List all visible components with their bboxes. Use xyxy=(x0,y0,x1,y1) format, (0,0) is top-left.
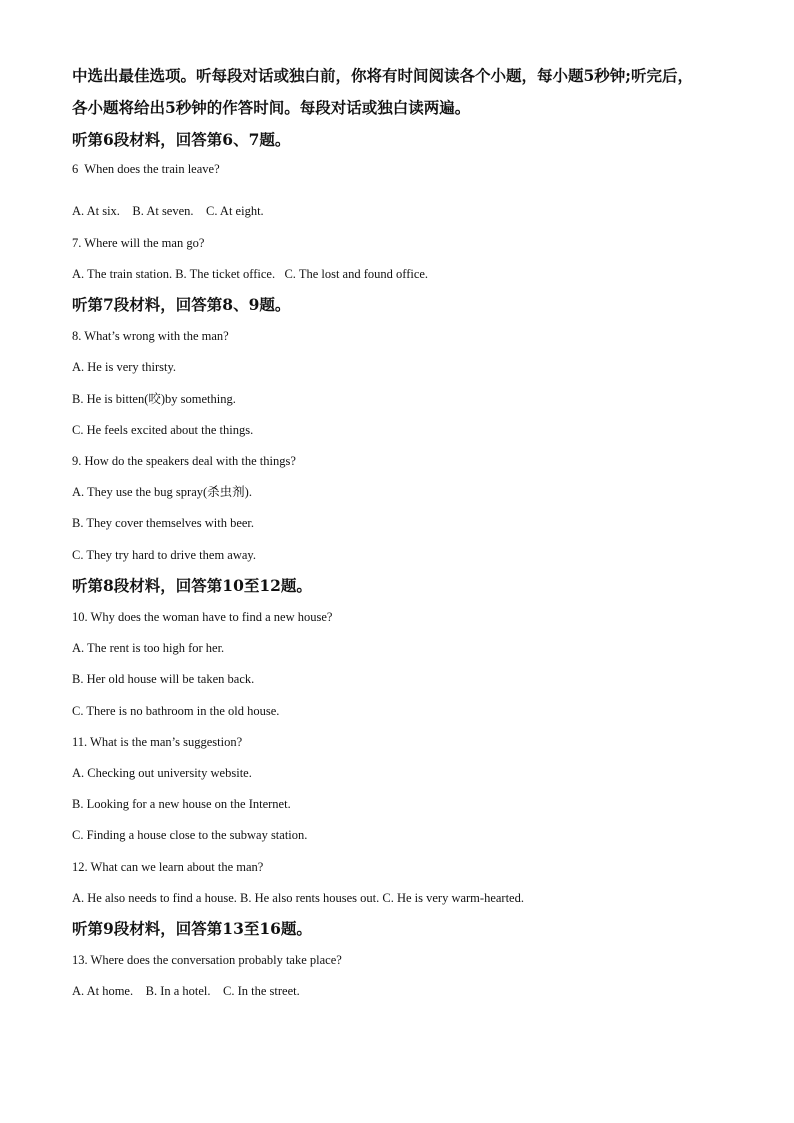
question-9: 9. How do the speakers deal with the things? xyxy=(72,454,296,468)
option-11b: B. Looking for a new house on the Internet. xyxy=(72,797,291,811)
option-8b: B. He is bitten(咬)by something. xyxy=(72,392,236,406)
section-heading-9: 听第9段材料，回答第13至16题。 xyxy=(72,919,312,938)
option-11c: C. Finding a house close to the subway station. xyxy=(72,828,308,842)
options-6: A. At six. B. At seven. C. At eight. xyxy=(72,204,264,218)
option-10a: A. The rent is too high for her. xyxy=(72,641,225,655)
option-11a: A. Checking out university website. xyxy=(72,766,252,780)
question-12: 12. What can we learn about the man? xyxy=(72,860,264,874)
options-7: A. The train station. B. The ticket office. C. The lost and found office. xyxy=(72,267,429,281)
options-13: A. At home. B. In a hotel. C. In the street. xyxy=(72,984,300,998)
section-heading-8: 听第8段材料，回答第10至12题。 xyxy=(72,576,312,595)
question-13: 13. Where does the conversation probably take place? xyxy=(72,953,342,967)
options-12: A. He also needs to find a house. B. He also rents houses out. C. He is very warm-hearted. xyxy=(72,891,524,905)
section-heading-6: 听第6段材料，回答第6、7题。 xyxy=(72,130,291,149)
option-9a: A. They use the bug spray(杀虫剂). xyxy=(72,485,252,499)
section-heading-7: 听第7段材料，回答第8、9题。 xyxy=(72,295,291,314)
question-8: 8. What’s wrong with the man? xyxy=(72,329,229,343)
question-11: 11. What is the man’s suggestion? xyxy=(72,735,243,749)
option-9c: C. They try hard to drive them away. xyxy=(72,548,256,562)
option-10c: C. There is no bathroom in the old house. xyxy=(72,704,280,718)
instructions-line-2: 各小题将给出5秒钟的作答时间。每段对话或独白读两遍。 xyxy=(72,98,471,117)
question-7: 7. Where will the man go? xyxy=(72,236,205,250)
option-10b: B. Her old house will be taken back. xyxy=(72,672,255,686)
question-10: 10. Why does the woman have to find a new house? xyxy=(72,610,333,624)
option-8c: C. He feels excited about the things. xyxy=(72,423,254,437)
option-9b: B. They cover themselves with beer. xyxy=(72,516,255,530)
question-6: 6 When does the train leave? xyxy=(72,162,220,176)
option-8a: A. He is very thirsty. xyxy=(72,360,177,374)
instructions-line-1: 中选出最佳选项。听每段对话或独白前，你将有时间阅读各个小题，每小题5秒钟;听完后， xyxy=(72,66,694,85)
